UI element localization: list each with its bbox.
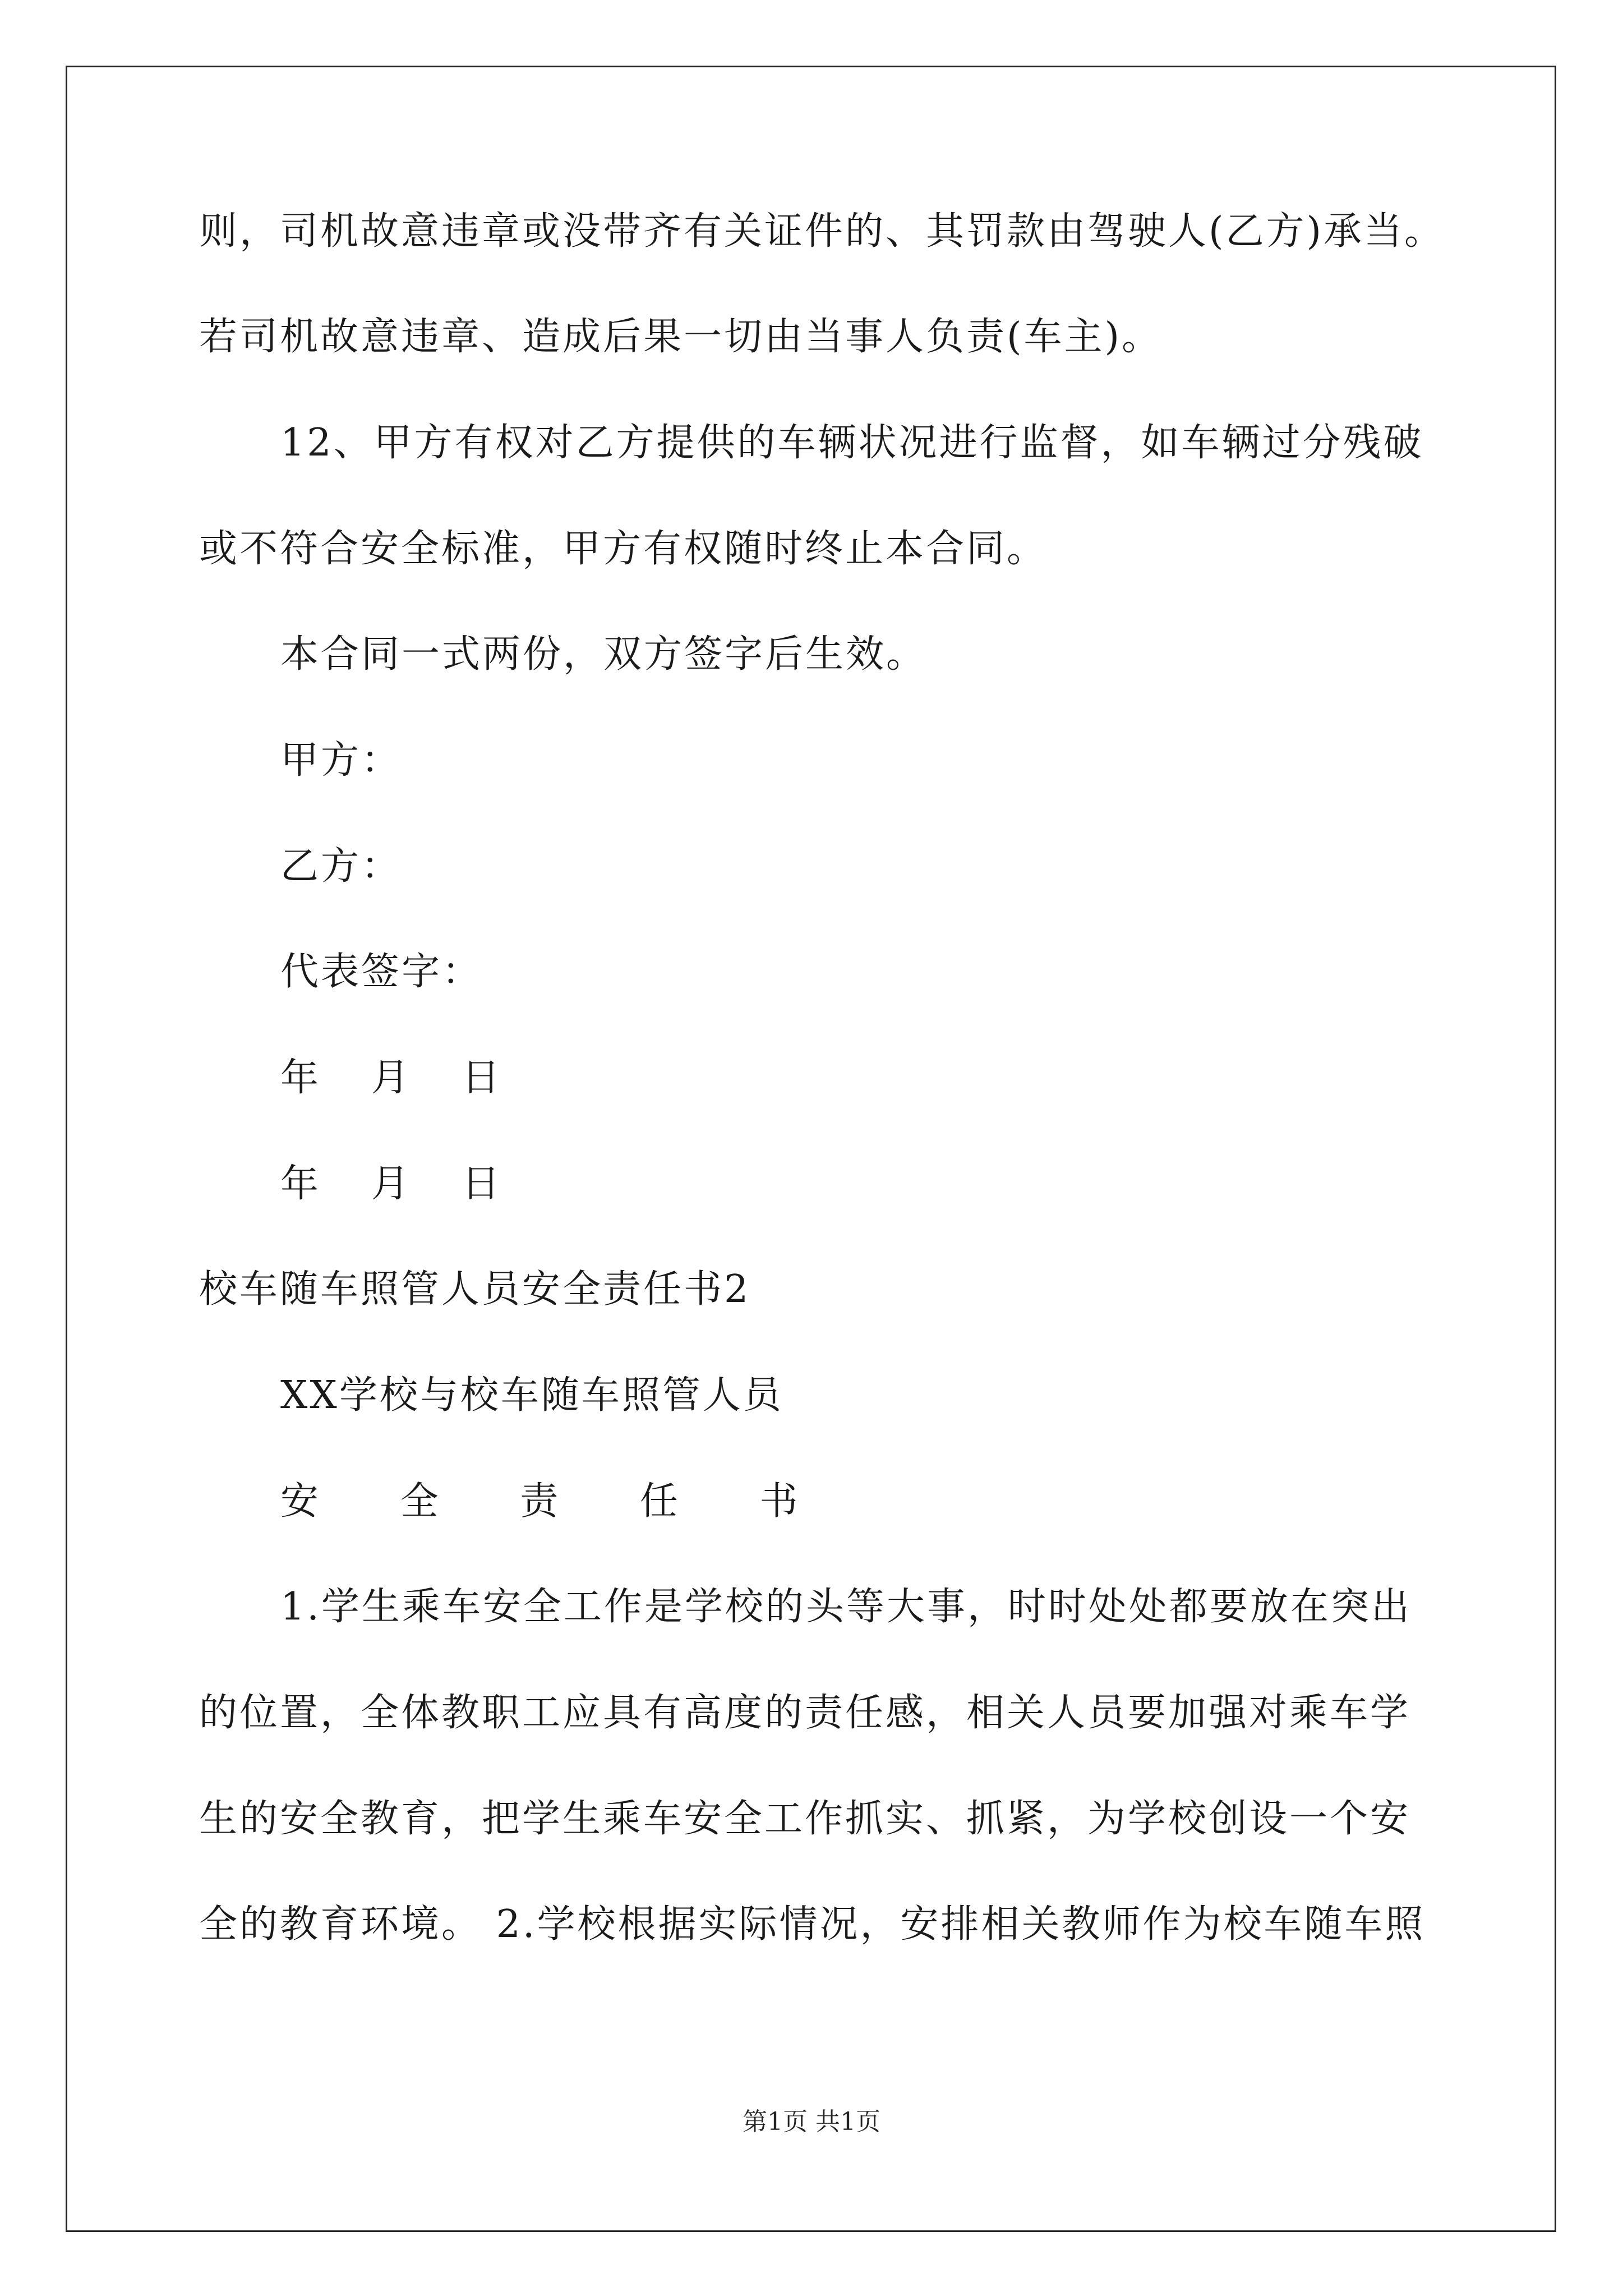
paragraph-line: 生的安全教育，把学生乘车安全工作抓实、抓紧，为学校创设一个安 [199,1797,1411,1841]
paragraph-line: 全的教育环境。 2.学校根据实际情况，安排相关教师作为校车随车照 [199,1902,1426,1947]
section-title: 校车随车照管人员安全责任书2 [199,1267,751,1312]
paragraph-line: 或不符合安全标准，甲方有权随时终止本合同。 [199,527,1048,571]
page-number-footer: 第1页 共1页 [743,2108,880,2136]
section-subtitle: XX学校与校车随车照管人员 [280,1373,783,1418]
paragraph-line: 则，司机故意违章或没带齐有关证件的、其罚款由驾驶人(乙方)承当。 [199,209,1445,254]
signature-label: 代表签字： [280,950,483,994]
document-heading: 安 全 责 任 书 [280,1479,833,1524]
paragraph-line: 若司机故意违章、造成后果一切由当事人负责(车主)。 [199,315,1163,359]
paragraph-line: 本合同一式两份，双方签字后生效。 [280,632,927,677]
paragraph-line: 的位置，全体教职工应具有高度的责任感，相关人员要加强对乘车学 [199,1691,1411,1735]
paragraph-line: 1.学生乘车安全工作是学校的头等大事，时时处处都要放在突出 [280,1585,1412,1629]
paragraph-line: 12、甲方有权对乙方提供的车辆状况进行监督，如车辆过分残破 [280,421,1424,465]
party-a-label: 甲方： [280,738,402,783]
date-line: 年 月 日 [280,1056,520,1100]
date-line: 年 月 日 [280,1162,520,1206]
party-b-label: 乙方： [280,844,402,889]
